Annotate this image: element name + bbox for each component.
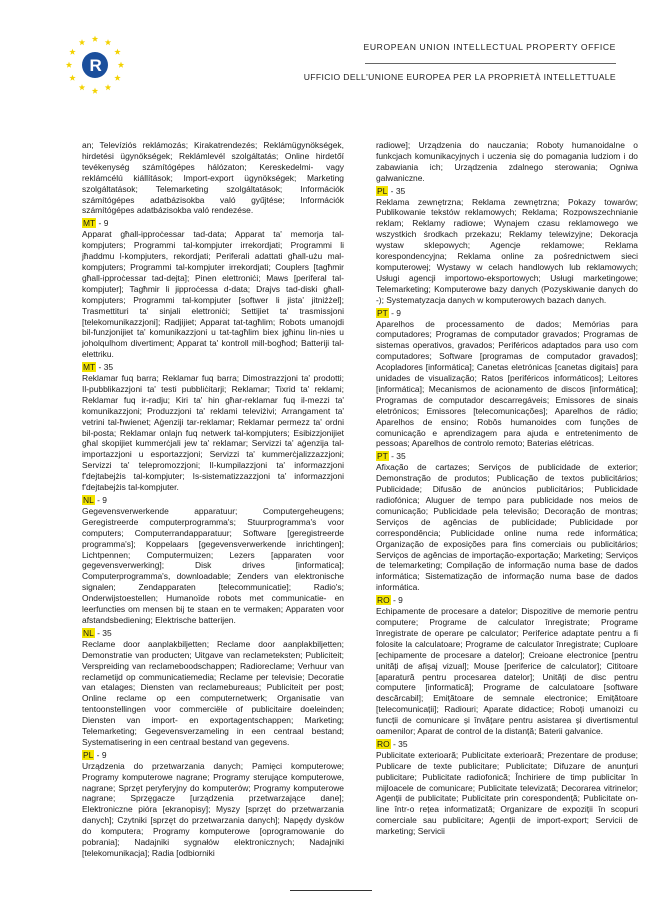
footer-rule bbox=[290, 890, 372, 891]
goods-services-list: an; Televíziós reklámozás; Kirakatrendezés; Reklámügynökségek, hirdetési ügynökségek; Reklámlevél szolgáltatás; Online hirdetőí tevékenység számítógépes hálózaton; Kereskedelmi- vagy reklámcélú kiállítások; Import-export ügynökségek; Marketing szolgáltatások; Telemarketing szolgáltatások; Információk számítógépes adatbázisokba való gyűjtése; Információk számítógépes adatbázisokba való rendezése. bbox=[82, 140, 344, 216]
goods-services-list: Echipamente de procesare a datelor; Dispozitive de memorie pentru computere; Programe de calculator înregistrate; Programe înregistrate de operare pe calculator; Periferice adaptate pentru a fi folosite la calculatoare; Programe de calculator înregistrate; Cuploare [echipamente de procesare a datelor]; Creioane electronice [pentru unități de afișaj vizual]; Mouse [periferice de calculator]; Cititoare [aparatură pentru procesarea datelor]; Unități de disc pentru computere [informatică]; Programe de calculatoare [software descărcabil]; Emițătoare de semnale electronice; Emițătoare [telecomunicații]; Radiouri; Aparate didactice; Roboți umanoizi cu funcții de comunicare și învățare pentru asistarea și divertismentul oamenilor; Aparat de control de la distanță; Baterii galvanice. bbox=[376, 606, 638, 737]
logo-star bbox=[114, 49, 120, 55]
language-code: PL bbox=[83, 749, 94, 760]
right-column bbox=[376, 140, 638, 839]
logo-letter: R bbox=[89, 56, 102, 75]
goods-services-list: Reklama zewnętrzna; Reklama zewnętrzna; Pokazy towarów; Publikowanie tekstów reklamowych; Reklama; Rozpowszechnianie reklam; Reklamy radiowe; Wynajem czasu reklamowego we wszystkich środkach przekazu; Reklamy telewizyjne; Dekoracja wystaw sklepowych; Agencje reklamowe; Reklama korespondencyjna; Reklama online za pośrednictwem sieci komputerowej; Wystawy w celach handlowych lub reklamowych; Usługi agencji importowo-eksportowych; Usługi marketingowe; Telemarketing; Komputerowe bazy danych (Pozyskiwanie danych do -); Systematyzacja danych w komputerowych bazach danych. bbox=[376, 196, 638, 305]
class-heading bbox=[376, 595, 638, 606]
class-heading bbox=[376, 308, 638, 319]
class-heading bbox=[82, 218, 344, 229]
goods-services-list: Apparat għall-ipproċessar tad-data; Apparat ta' memorja tal-kompjuters; Programmi tal-kompjuter irrekordjati; Programmi li jħaddmu l-kompjuters, rekordjati; Periferali adattati għall-użu mal-kompjuters; Programmi tal-kompjuter irrekordjati; Couplers [tagħmir għall-ipproċessar tad-dejta]; Pinen elettroniċi; Maws [periferal tal-kompjuter]; Tagħmir li jipproċessa d-data; Drajvs tad-diski għall-kompjuters; Programmi tal-kompjuter [softwer li jista' jitniżżel]; Trasmettituri ta' sinjali elettroniċi; Settijiet ta' trasmissjoni [telekomunikazzjoni]; Radjijiet; Apparat tat-tagħlim; Robots umanojdi bil-funzjonijiet ta' komunikazzjoni u tat-tagħlim biex jgħinu lin-nies u joholqulhom divertiment; Apparat ta' kontroll mill-bogħod; Batteriji tal-elettriku. bbox=[82, 229, 344, 360]
language-code: MT bbox=[83, 362, 96, 373]
nice-class-number: 9 bbox=[102, 495, 107, 505]
nice-class-number: 9 bbox=[101, 749, 107, 760]
goods-services-list: Afixação de cartazes; Serviços de publicidade de exterior; Demonstração de produtos; Publicação de textos publicitários; Publicidade; Difusão de anúncios publicitários; Publicidade radiofónica; Aluguer de tempo para publicidade nos meios de comunicação; Publicidade pela televisão; Decoração de montras; Serviços de agências de publicidade; Publicidade por correspondência; Publicidade online numa rede informática; Organização de exposições para fins comerciais ou publicitários; Serviços de agências de importação-exportação; Marketing; Serviços de telemarketing; Compilação de informação numa base de dados informática; Sistematização de informação numa base de dados informática. bbox=[376, 462, 638, 593]
nice-class-number: 35 bbox=[102, 627, 112, 638]
goods-services-list: Aparelhos de processamento de dados; Memórias para computadores; Programas de computador gravados; Programas de sistemas operativos, gravados; Periféricos adaptados para uso com computadores; Software [programas de computador gravados]; Acopladores [informática]; Canetas eletrónicas [canetas digitais] para unidades de visualização; Ratos [periféricos informáticos]; Leitores [informática]; Mecanismos de acionamento de discos [informática]; Programas de computador descarregáveis; Emissores de sinais eletrónicos; Emissores [telecomunicações]; Aparelhos de rádio; Aparelhos de ensino; Robôs humanoides com funções de comunicação e aprendizagem para ajuda e entretenimento de pessoas; Aparelhos de controlo remoto; Baterias elétricas. bbox=[376, 318, 638, 449]
logo-star bbox=[105, 39, 111, 45]
nice-class-number: 35 bbox=[398, 738, 408, 749]
class-heading bbox=[376, 186, 638, 197]
class-separator: - bbox=[388, 307, 397, 318]
logo-star bbox=[79, 39, 85, 45]
logo-star bbox=[79, 84, 85, 90]
nice-class-number: 9 bbox=[103, 218, 109, 229]
logo-star bbox=[66, 62, 72, 68]
goods-services-list: Publicitate exterioară; Publicitate exterioară; Prezentare de produse; Publicare de texte publicitare; Publicitate; Difuzare de anunțuri publicitare; Publicitate radiofonică; Închiriere de timp publicitar în mijloacele de comunicare; Publicitate televizată; Decorarea vitrinelor; Agenții de publicitate; Publicitate prin corespondență; Publicitate on-line într-o rețea informatizată; Organizare de expoziții în scopuri comerciale sau publicitare; Agenții de import-export; Servicii de marketing; Servicii bbox=[376, 749, 638, 837]
nice-class-number: 35 bbox=[395, 185, 406, 196]
goods-services-list: Reclame door aanplakbiljetten; Reclame door aanplakbiljetten; Demonstratie van producten; Uitgave van reclameteksten; Publiciteit; Verspreiding van reclameboodschappen; Radioreclame; Verhuur van reclametijd op communicatiemedia; Reclame per televisie; Decoratie van etalages; Diensten van reclamebureaus; Publiciteit per post; Online reclame op een computernetwerk; Organisatie van tentoonstellingen voor commerciële of publicitaire doeleinden; Diensten van import- en exportagentschappen; Marketing; Telemarketing; Gegevensverzameling in een centraal bestand; Systematisering in een centraal bestand van gegevens. bbox=[82, 638, 344, 747]
language-code: NL bbox=[83, 495, 94, 505]
logo-star bbox=[69, 75, 75, 81]
header-divider bbox=[365, 63, 616, 64]
office-name-en: EUROPEAN UNION INTELLECTUAL PROPERTY OFFICE bbox=[363, 42, 616, 52]
language-code: PL bbox=[377, 185, 388, 196]
class-heading bbox=[376, 739, 638, 750]
language-code: RO bbox=[377, 595, 390, 606]
class-separator: - bbox=[388, 451, 397, 462]
logo-star bbox=[69, 49, 75, 55]
goods-services-list: Gegevensverwerkende apparatuur; Computergeheugens; Geregistreerde computerprogramma's; Stuurprogramma's voor computers; Computerrandapparatuur; Software [geregistreerde programma's]; Koppelaars [gegevensverwerkende inrichtingen]; Lichtpennen; Computermuizen; Lezers [apparaten voor gegevensverwerking]; Disk drives [informatica]; Computerprogramma's, downloadable; Zenders van elektronische signalen; Zendapparaten [telecommunicatie]; Radio's; Onderwijstoestellen; Humanoïde robots met communicatie- en leerfuncties om mensen bij te staan en te vermaken; Apparaten voor afstandsbediening; Elektrische batterijen. bbox=[82, 505, 344, 625]
class-heading bbox=[82, 628, 344, 639]
language-code: PT bbox=[377, 307, 388, 318]
nice-class-number: 35 bbox=[396, 451, 406, 462]
class-separator: - bbox=[94, 627, 103, 638]
logo-star bbox=[118, 62, 124, 68]
language-code: RO bbox=[377, 738, 390, 749]
nice-class-number: 9 bbox=[396, 307, 401, 318]
euipo-logo bbox=[60, 30, 130, 100]
goods-services-list: Reklamar fuq barra; Reklamar fuq barra; Dimostrazzjoni ta' prodotti; Il-pubblikazzjoni ta' testi pubbliċitarji; Reklamar; Tixrid ta' reklami; Reklamar fuq ir-radju; Kiri ta' hin għar-reklamar fuq il-mezzi ta' komunikazzjoni; Produzzjoni ta' reklami televiżivi; Arrangament ta' vetrini tal-ħwienet; Aġenziji tar-reklamar; Reklamar permezz ta' ordni bil-posta; Reklamar onlajn fuq netwerk tal-kompjuters; Esibizzjonijiet għal skopijiet kummerċjali jew ta' reklamar; Servizzi ta' aġenzija tal-importazzjoni u esportazzjoni; Servizzi ta' kummerċjalizzazzjoni; Servizzi ta' telepromozzjoni; Il-kumpilazzjoni ta' informazzjoni f'dejtabejżis tal-kompjuter; Is-sistematizzazzjoni ta' informazzjoni f'dejtabejżis tal-kompjuter. bbox=[82, 373, 344, 493]
language-code: PT bbox=[377, 451, 388, 462]
class-separator: - bbox=[94, 495, 103, 505]
logo-star bbox=[114, 75, 120, 81]
class-heading bbox=[82, 495, 344, 506]
nice-class-number: 9 bbox=[398, 595, 403, 606]
class-separator: - bbox=[390, 595, 399, 606]
goods-services-list: radiowe]; Urządzenia do nauczania; Roboty humanoidalne o funkcjach komunikacyjnych i uczenia się do pomagania ludziom i do zabawiania ich; Urządzenia zdalnego sterowania; Ogniwa galwaniczne. bbox=[376, 140, 638, 183]
euipo-logo-graphic bbox=[60, 30, 130, 100]
class-separator: - bbox=[388, 185, 396, 196]
class-separator: - bbox=[96, 362, 104, 373]
class-separator: - bbox=[390, 738, 399, 749]
logo-star bbox=[105, 84, 111, 90]
class-heading bbox=[376, 451, 638, 462]
language-code: MT bbox=[83, 218, 96, 229]
left-column bbox=[82, 140, 344, 861]
class-heading bbox=[82, 750, 344, 761]
office-name-it: UFFICIO DELL'UNIONE EUROPEA PER LA PROPRIETÀ INTELLETTUALE bbox=[303, 72, 616, 82]
logo-star bbox=[92, 88, 98, 94]
nice-class-number: 35 bbox=[103, 362, 114, 373]
goods-services-list: Urządzenia do przetwarzania danych; Pamięci komputerowe; Programy komputerowe nagrane; Programy sterujące komputerowe, nagrane; Sprzęt peryferyjny do komputerów; Programy komputerowe nagrane; Sprzęgacze [urządzenia przetwarzające dane]; Elektroniczne pióra [ekranopisy]; Myszy [sprzęt do przetwarzania danych]; Czytniki [sprzęt do przetwarzania danych]; Napędy dysków do komputera; Programy komputerowe [oprogramowanie do pobrania]; Nadajniki sygnałów elektronicznych; Nadajniki [telekomunikacja]; Radia [odbiorniki bbox=[82, 760, 344, 858]
logo-star bbox=[92, 36, 98, 42]
class-heading bbox=[82, 362, 344, 373]
language-code: NL bbox=[83, 627, 94, 638]
class-separator: - bbox=[94, 749, 102, 760]
class-separator: - bbox=[96, 218, 104, 229]
